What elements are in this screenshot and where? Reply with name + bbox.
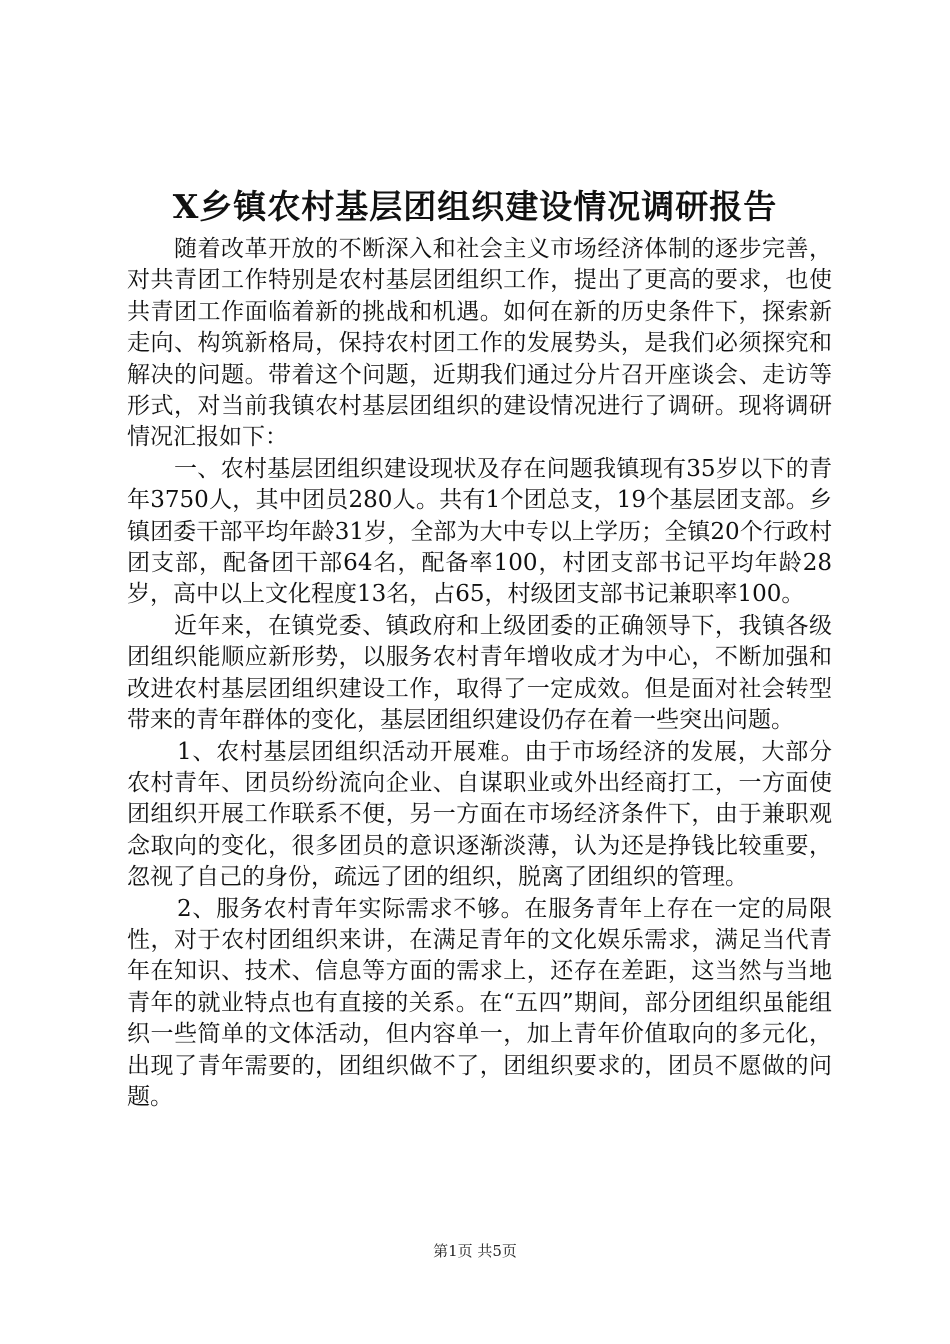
paragraph-section-one: 一、农村基层团组织建设现状及存在问题我镇现有35岁以下的青年3750人，其中团员280人。共有1个团总支，19个基层团支部。乡镇团委干部平均年龄31岁，全部为大中专以上学历；全镇20个行政村团支部，配备团干部64名，配备率100，村团支部书记平均年龄28岁，高中以上文化程度13名，占65，村级团支部书记兼职率100。 bbox=[127, 455, 832, 608]
paragraph-intro: 随着改革开放的不断深入和社会主义市场经济体制的逐步完善，对共青团工作特别是农村基层团组织工作，提出了更高的要求，也使共青团工作面临着新的挑战和机遇。如何在新的历史条件下，探索新走向、构筑新格局，保持农村团工作的发展势头，是我们必须探究和解决的问题。带着这个问题，近期我们通过分片召开座谈会、走访等形式，对当前我镇农村基层团组织的建设情况进行了调研。现将调研情况汇报如下： bbox=[127, 236, 832, 451]
paragraph-issue-one: 1、农村基层团组织活动开展难。由于市场经济的发展，大部分农村青年、团员纷纷流向企业、自谋职业或外出经商打工，一方面使团组织开展工作联系不便，另一方面在市场经济条件下，由于兼职观念取向的变化，很多团员的意识逐渐淡薄，认为还是挣钱比较重要，忽视了自己的身份，疏远了团的组织，脱离了团组织的管理。 bbox=[127, 738, 832, 891]
paragraph-recent-years: 近年来，在镇党委、镇政府和上级团委的正确领导下，我镇各级团组织能顺应新形势，以服务农村青年增收成才为中心，不断加强和改进农村基层团组织建设工作，取得了一定成效。但是面对社会转型带来的青年群体的变化，基层团组织建设仍存在着一些突出问题。 bbox=[127, 612, 832, 734]
page-number-footer: 第1页 共5页 bbox=[433, 1242, 517, 1260]
document-body bbox=[127, 234, 832, 1113]
document-title: X乡镇农村基层团组织建设情况调研报告 bbox=[172, 187, 778, 226]
paragraph-issue-two: 2、服务农村青年实际需求不够。在服务青年上存在一定的局限性，对于农村团组织来讲，在满足青年的文化娱乐需求，满足当代青年在知识、技术、信息等方面的需求上，还存在差距，这当然与当地青年的就业特点也有直接的关系。在“五四”期间，部分团组织虽能组织一些简单的文体活动，但内容单一，加上青年价值取向的多元化，出现了青年需要的，团组织做不了，团组织要求的，团员不愿做的问题。 bbox=[127, 895, 832, 1110]
